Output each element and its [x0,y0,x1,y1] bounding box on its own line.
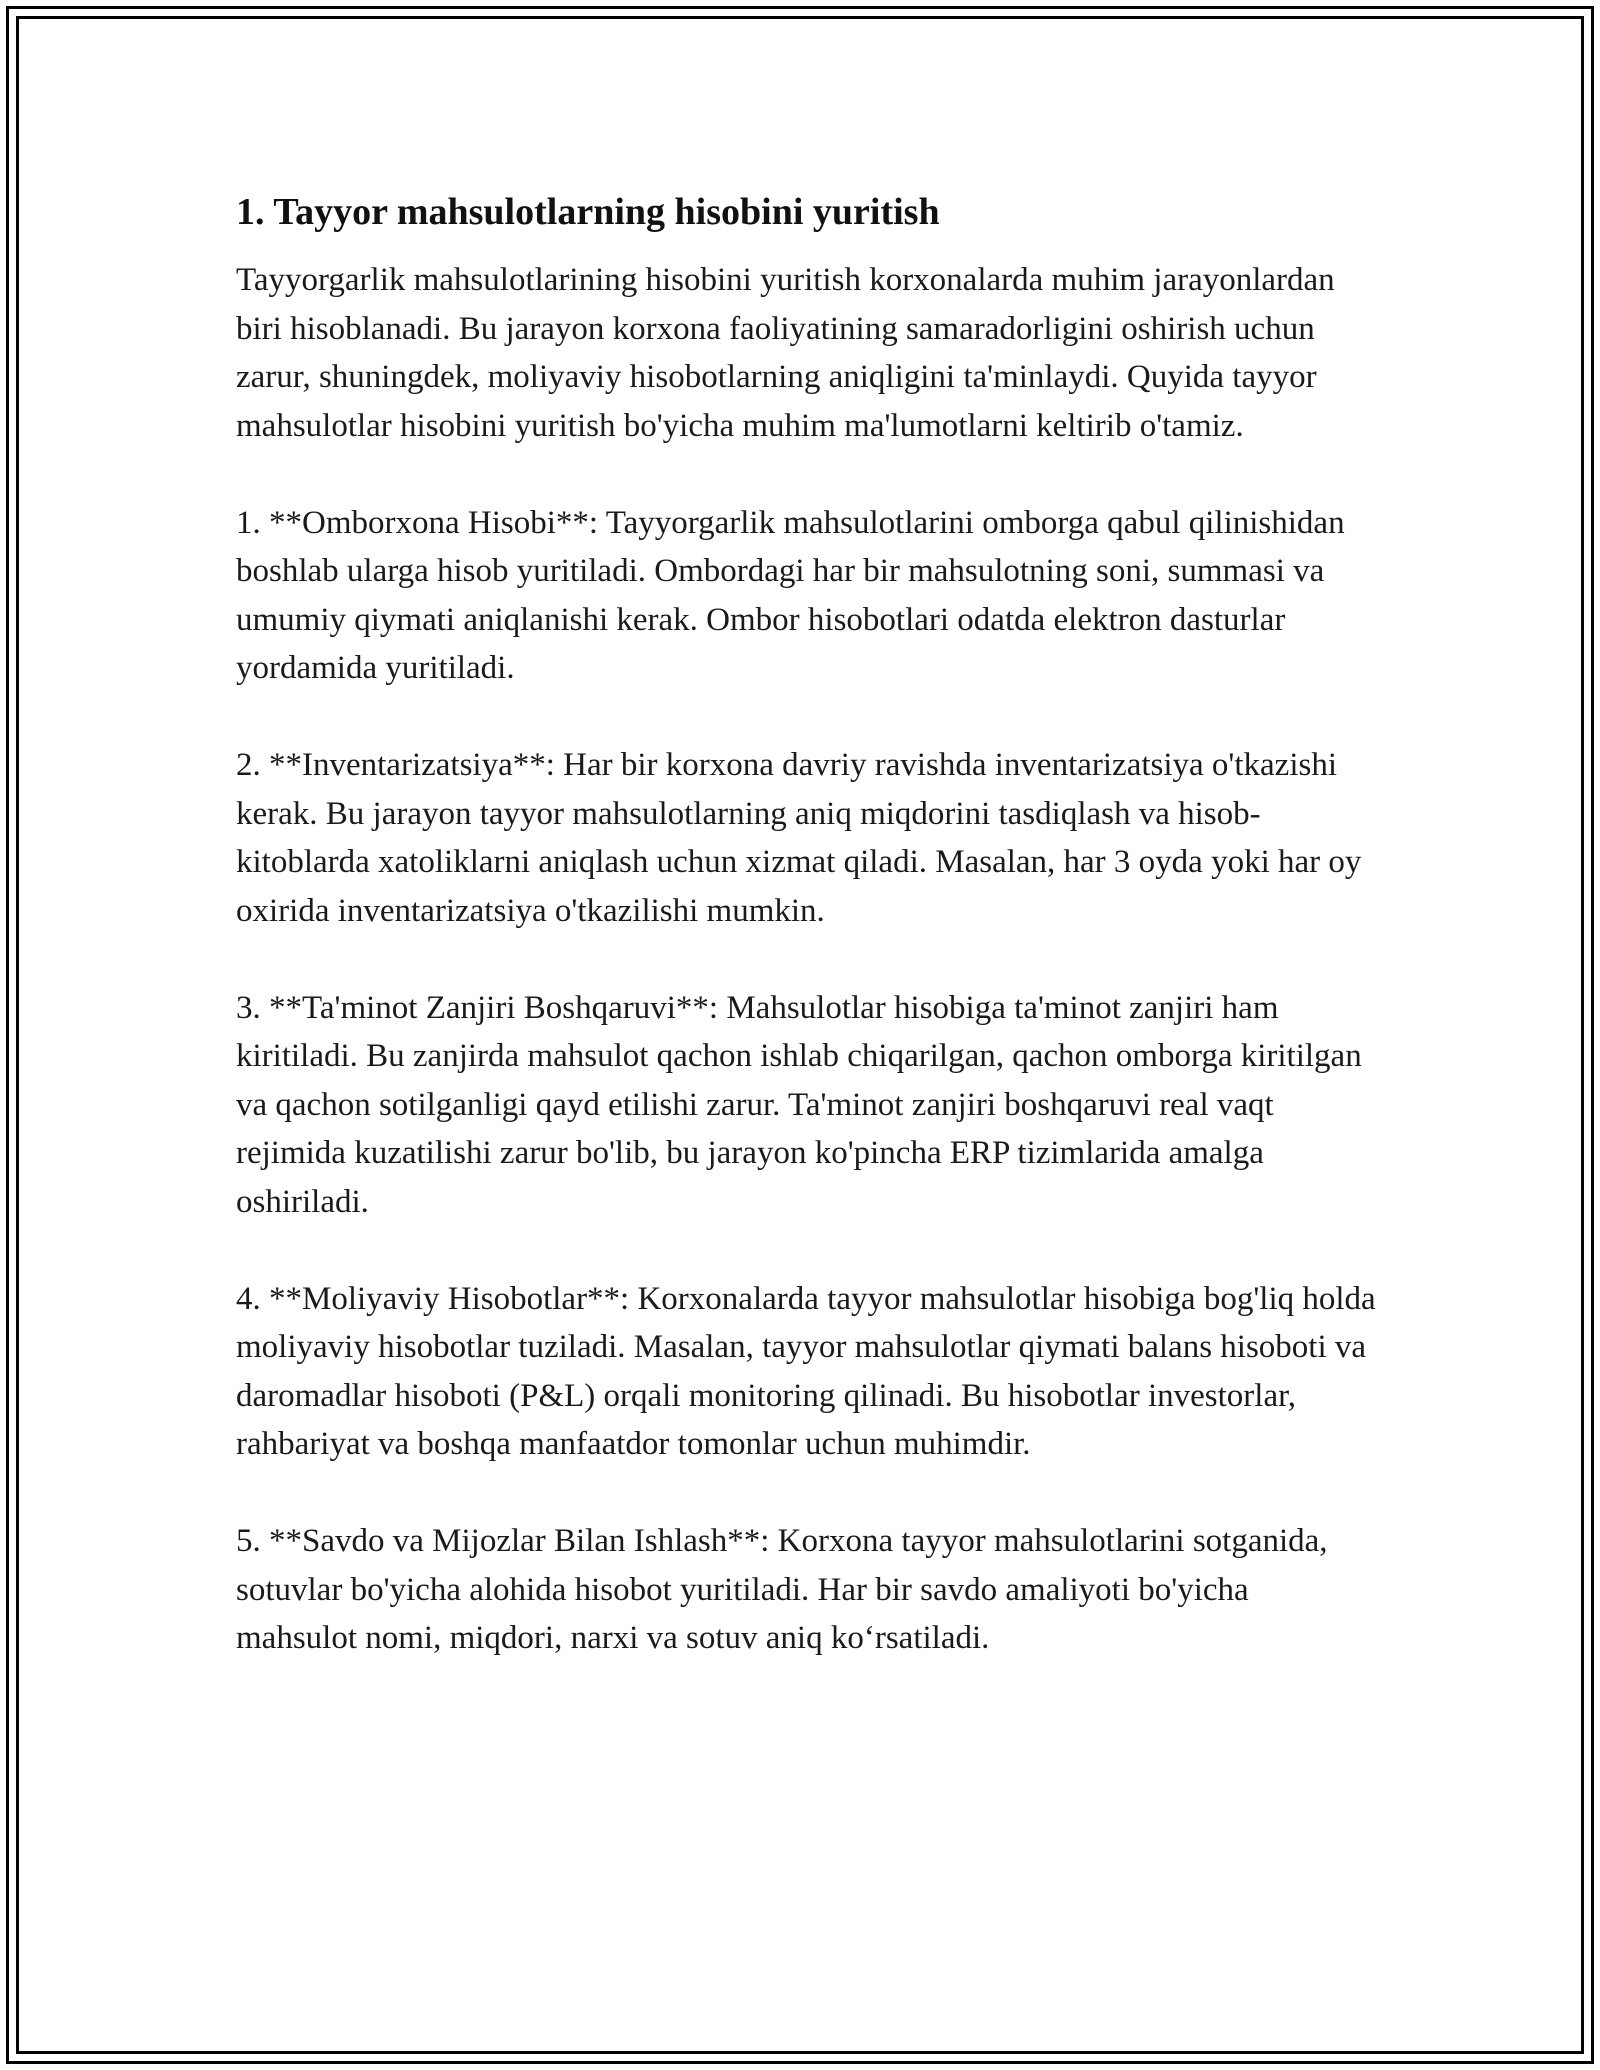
paragraph-omborxona-hisobi: 1. **Omborxona Hisobi**: Tayyorgarlik mahsulotlarini omborga qabul qilinishidan boshlab ularga hisob yuritiladi. Ombordagi har bir mahsulotning soni, summasi va umumiy qiymati aniqlanishi kerak. Ombor hisobotlari odatda elektron dasturlar yordamida yuritiladi. [236,504,1345,686]
paragraph-savdo-mijozlar: 5. **Savdo va Mijozlar Bilan Ishlash**: Korxona tayyor mahsulotlarini sotganida, sotuvlar bo'yicha alohida hisobot yuritiladi. Har bir savdo amaliyoti bo'yicha mahsulot nomi, miqdori, narxi va sotuv aniq ko‘rsatiladi. [236,1523,1328,1656]
paragraph-taminot-zanjiri: 3. **Ta'minot Zanjiri Boshqaruvi**: Mahsulotlar hisobiga ta'minot zanjiri ham kiritiladi. Bu zanjirda mahsulot qachon ishlab chiqarilgan, qachon omborga kiritilgan va qachon sotilganligi qayd etilishi zarur. Ta'minot zanjiri boshqaruvi real vaqt rejimida kuzatilishi zarur bo'lib, bu jarayon ko'pincha ERP tizimlarida amalga oshiriladi. [236,989,1362,1220]
document-title: 1. Tayyor mahsulotlarning hisobini yuritish [236,191,940,233]
document-body [236,186,1376,1663]
intro-paragraph: Tayyorgarlik mahsulotlarining hisobini yuritish korxonalarda muhim jarayonlardan biri hisoblanadi. Bu jarayon korxona faoliyatining samaradorligini oshirish uchun zarur, shuningdek, moliyaviy hisobotlarning aniqligini ta'minlaydi. Quyida tayyor mahsulotlar hisobini yuritish bo'yicha muhim ma'lumotlarni keltirib o'tamiz. [236,262,1335,444]
paragraph-moliyaviy-hisobotlar: 4. **Moliyaviy Hisobotlar**: Korxonalarda tayyor mahsulotlar hisobiga bog'liq holda moliyaviy hisobotlar tuziladi. Masalan, tayyor mahsulotlar qiymati balans hisoboti va daromadlar hisoboti (P&L) orqali monitoring qilinadi. Bu hisobotlar investorlar, rahbariyat va boshqa manfaatdor tomonlar uchun muhimdir. [236,1280,1376,1462]
paragraph-inventarizatsiya: 2. **Inventarizatsiya**: Har bir korxona davriy ravishda inventarizatsiya o'tkazishi kerak. Bu jarayon tayyor mahsulotlarning aniq miqdorini tasdiqlash va hisob-kitoblarda xatoliklarni aniqlash uchun xizmat qiladi. Masalan, har 3 oyda yoki har oy oxirida inventarizatsiya o'tkazilishi mumkin. [236,747,1362,929]
